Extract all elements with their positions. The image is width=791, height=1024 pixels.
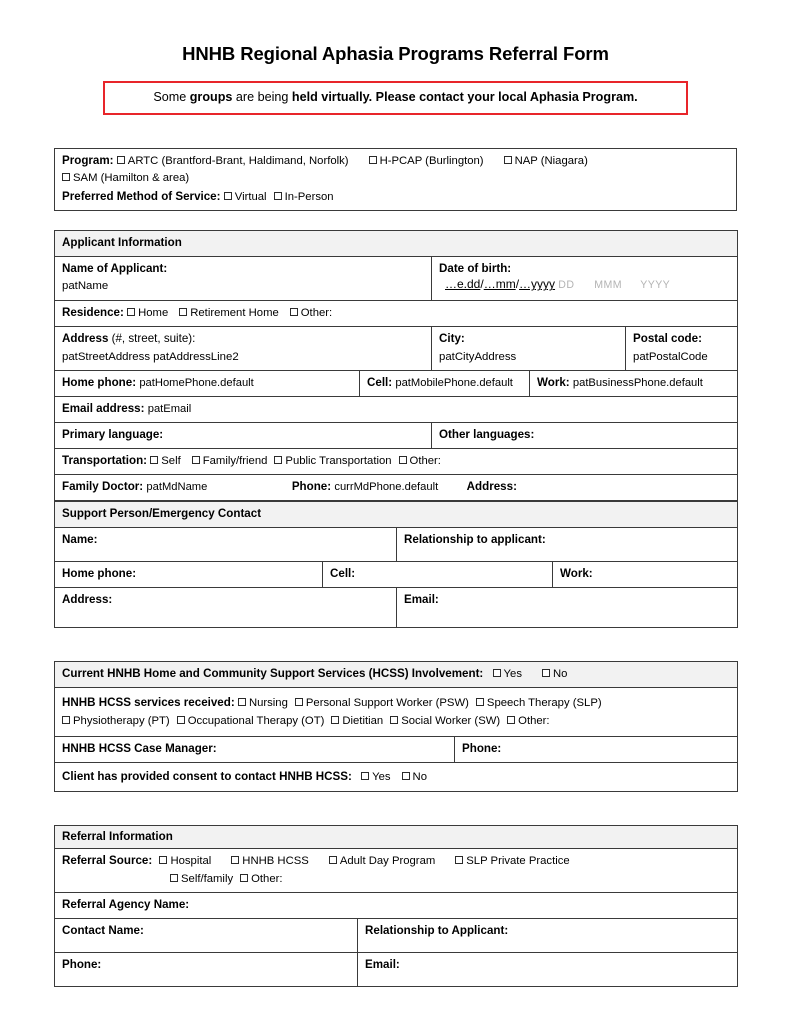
spacer-after-program	[0, 211, 791, 230]
referral-source-hospital[interactable]	[159, 854, 211, 869]
checkbox-icon[interactable]	[231, 856, 239, 864]
spacer-after-support	[0, 628, 791, 661]
checkbox-icon[interactable]	[369, 156, 377, 164]
program-label: Program:	[62, 154, 114, 168]
hcss-service-pt[interactable]	[62, 714, 170, 729]
method-option-virtual-label: Virtual	[234, 190, 267, 203]
md-address-label: Address:	[466, 480, 517, 494]
transportation-cell	[55, 449, 738, 475]
city-label: City:	[439, 332, 465, 346]
postal-code-cell[interactable]	[626, 327, 738, 371]
residence-label: Residence:	[62, 305, 124, 319]
checkbox-icon[interactable]	[62, 716, 70, 724]
email-label: Email address:	[62, 402, 145, 416]
dob-day-value: …e.dd	[445, 277, 481, 292]
applicant-name-dob-row	[55, 256, 738, 300]
applicant-name-cell[interactable]	[55, 256, 432, 300]
hcss-services-line-1	[62, 695, 730, 711]
support-name-cell[interactable]	[55, 528, 397, 562]
checkbox-icon[interactable]	[290, 308, 298, 316]
hcss-case-manager-label: HNHB HCSS Case Manager:	[62, 742, 217, 756]
method-option-inperson[interactable]	[274, 190, 334, 205]
checkbox-icon[interactable]	[274, 192, 282, 200]
applicant-section-title: Applicant Information	[55, 231, 738, 257]
referral-email-label: Email:	[365, 958, 400, 972]
hcss-case-manager-cell[interactable]	[55, 737, 455, 763]
residence-row	[55, 300, 738, 326]
md-phone-value: currMdPhone.default	[334, 481, 439, 494]
hcss-service-nursing[interactable]	[238, 696, 288, 711]
checkbox-icon[interactable]	[179, 308, 187, 316]
support-name-label: Name:	[62, 533, 98, 547]
dob-hint-row	[558, 279, 670, 291]
languages-row	[55, 423, 738, 449]
family-doctor-label: Family Doctor:	[62, 480, 144, 494]
checkbox-icon[interactable]	[295, 698, 303, 706]
referral-source-hnhb-hcss-label: HNHB HCSS	[242, 854, 309, 867]
program-option-artc-label: ARTC (Brantford-Brant, Haldimand, Norfolk)	[127, 155, 349, 168]
checkbox-icon[interactable]	[159, 856, 167, 864]
dob-year-value: …yyyy	[519, 277, 556, 292]
referral-source-other-label: Other:	[251, 873, 283, 886]
support-section-header-row	[55, 502, 738, 528]
banner-text-bold1: groups	[189, 90, 233, 105]
support-address-email-row	[55, 587, 738, 627]
dob-hint-dd: DD	[558, 279, 575, 292]
hcss-consent-option-no[interactable]	[402, 770, 427, 785]
checkbox-icon[interactable]	[504, 156, 512, 164]
referral-phone-cell[interactable]	[55, 953, 358, 987]
hcss-services-cell	[55, 687, 738, 737]
hcss-involvement-label: Current HNHB Home and Community Support Services (HCSS) Involvement:	[62, 666, 484, 680]
support-work-phone-label: Work:	[560, 567, 593, 581]
method-label: Preferred Method of Service:	[62, 189, 221, 203]
referral-source-slp-private-practice-label: SLP Private Practice	[466, 854, 570, 867]
residence-option-home[interactable]	[127, 306, 168, 321]
support-cell-phone-cell[interactable]	[323, 562, 553, 588]
dob-sep-2: /	[515, 277, 520, 292]
hcss-service-slp-label: Speech Therapy (SLP)	[486, 696, 602, 709]
transportation-option-public[interactable]	[274, 454, 391, 469]
method-of-service-row	[62, 189, 729, 205]
email-row	[55, 397, 738, 423]
referral-contact-row	[55, 919, 738, 953]
transportation-label: Transportation:	[62, 454, 148, 468]
hcss-consent-cell	[55, 763, 738, 792]
checkbox-icon[interactable]	[455, 856, 463, 864]
banner-text-part1: Some	[153, 90, 190, 105]
home-phone-value: patHomePhone.default	[139, 377, 254, 390]
support-work-phone-cell[interactable]	[553, 562, 738, 588]
referral-information-block	[54, 825, 738, 987]
checkbox-icon[interactable]	[493, 669, 501, 677]
spacer-after-hcss	[0, 792, 791, 825]
transportation-option-self[interactable]	[150, 454, 180, 469]
email-cell[interactable]	[55, 397, 738, 423]
hcss-service-dietitian[interactable]	[331, 714, 383, 729]
referral-email-cell[interactable]	[358, 953, 738, 987]
primary-language-label: Primary language:	[62, 428, 164, 442]
referral-source-adult-day-program-label: Adult Day Program	[339, 854, 436, 867]
hcss-service-pt-label: Physiotherapy (PT)	[73, 715, 170, 728]
checkbox-icon[interactable]	[399, 456, 407, 464]
dob-hint-mmm: MMM	[594, 279, 622, 292]
checkbox-icon[interactable]	[329, 856, 337, 864]
transportation-option-self-label: Self	[161, 455, 181, 468]
referral-source-hnhb-hcss[interactable]	[231, 854, 309, 869]
hcss-service-psw-label: Personal Support Worker (PSW)	[305, 696, 469, 709]
notice-banner-wrapper	[103, 81, 688, 115]
family-doctor-cell[interactable]	[55, 475, 738, 501]
hcss-services-line-2	[62, 713, 730, 729]
referral-source-slp-private-practice[interactable]	[455, 854, 569, 869]
support-cell-phone-label: Cell:	[330, 567, 356, 581]
referral-source-adult-day-program[interactable]	[329, 854, 435, 869]
hcss-involvement-no-label: No	[552, 667, 568, 680]
address-cell[interactable]	[55, 327, 432, 371]
referral-contact-name-cell[interactable]	[55, 919, 358, 953]
referral-source-line-1	[62, 853, 730, 869]
address-row	[55, 327, 738, 371]
other-languages-label: Other languages:	[439, 428, 535, 442]
hcss-consent-no-label: No	[412, 771, 427, 784]
referral-contact-name-label: Contact Name:	[62, 924, 144, 938]
checkbox-icon[interactable]	[331, 716, 339, 724]
checkbox-icon[interactable]	[177, 716, 185, 724]
referral-source-cell	[55, 848, 738, 893]
program-option-hpcap[interactable]	[369, 154, 484, 169]
support-relationship-label: Relationship to applicant:	[404, 533, 546, 547]
home-phone-cell[interactable]	[55, 371, 360, 397]
support-email-label: Email:	[404, 592, 439, 606]
cell-phone-value: patMobilePhone.default	[395, 377, 513, 390]
support-name-row	[55, 528, 738, 562]
virtual-notice-banner	[103, 81, 688, 115]
support-email-cell[interactable]	[397, 587, 738, 627]
hcss-service-ot-label: Occupational Therapy (OT)	[187, 715, 325, 728]
other-languages-cell[interactable]	[432, 423, 738, 449]
hcss-service-psw[interactable]	[295, 696, 469, 711]
method-option-inperson-label: In-Person	[284, 190, 334, 203]
hcss-consent-yes-label: Yes	[372, 771, 391, 784]
residence-option-retirement-home[interactable]	[179, 306, 279, 321]
cell-phone-label: Cell:	[367, 376, 393, 390]
support-home-phone-cell[interactable]	[55, 562, 323, 588]
checkbox-icon[interactable]	[238, 698, 246, 706]
checkbox-icon[interactable]	[62, 173, 70, 181]
support-home-phone-label: Home phone:	[62, 567, 137, 581]
checkbox-icon[interactable]	[170, 874, 178, 882]
applicant-dob-cell[interactable]	[432, 256, 738, 300]
hcss-case-manager-row	[55, 737, 738, 763]
dob-value-group	[445, 276, 670, 293]
hcss-involvement-header-row	[55, 661, 738, 687]
banner-text-part2: are being	[232, 90, 292, 105]
hcss-involvement-yes-label: Yes	[503, 667, 522, 680]
applicant-information-block	[54, 230, 738, 501]
referral-source-line-2	[62, 871, 730, 887]
home-phone-label: Home phone:	[62, 376, 137, 390]
referral-section-title: Referral Information	[55, 826, 738, 849]
referral-relationship-label: Relationship to Applicant:	[365, 924, 509, 938]
support-relationship-cell[interactable]	[397, 528, 738, 562]
referral-phone-label: Phone:	[62, 958, 102, 972]
support-section-title: Support Person/Emergency Contact	[55, 502, 738, 528]
email-value: patEmail	[147, 403, 192, 416]
hcss-involvement-option-no[interactable]	[542, 667, 567, 682]
residence-option-retirement-home-label: Retirement Home	[190, 306, 279, 319]
referral-source-row	[55, 848, 738, 893]
hcss-consent-option-yes[interactable]	[361, 770, 390, 785]
hcss-involvement-option-yes[interactable]	[493, 667, 522, 682]
checkbox-icon[interactable]	[274, 456, 282, 464]
checkbox-icon[interactable]	[224, 192, 232, 200]
work-phone-cell[interactable]	[530, 371, 738, 397]
family-doctor-row	[55, 475, 738, 501]
checkbox-icon[interactable]	[192, 456, 200, 464]
referral-source-other[interactable]	[240, 872, 282, 887]
dob-sep-1: /	[480, 277, 484, 292]
referral-source-self-family[interactable]	[170, 872, 233, 887]
hcss-consent-label: Client has provided consent to contact HNHB HCSS:	[62, 770, 352, 784]
support-address-cell[interactable]	[55, 587, 397, 627]
hcss-services-row	[55, 687, 738, 737]
address-value: patStreetAddress patAddressLine2	[62, 350, 239, 363]
checkbox-icon[interactable]	[127, 308, 135, 316]
dob-label: Date of birth:	[439, 261, 512, 275]
spacer-after-banner	[0, 115, 791, 148]
referral-agency-cell[interactable]	[55, 893, 738, 919]
referral-source-label: Referral Source:	[62, 853, 153, 867]
residence-option-other[interactable]	[290, 306, 332, 321]
address-label-detail: (#, street, suite):	[108, 332, 196, 346]
hcss-service-dietitian-label: Dietitian	[342, 715, 384, 728]
checkbox-icon[interactable]	[402, 772, 410, 780]
hcss-services-label: HNHB HCSS services received:	[62, 695, 235, 709]
referral-relationship-cell[interactable]	[358, 919, 738, 953]
hcss-service-other[interactable]	[507, 714, 549, 729]
postal-code-value: patPostalCode	[633, 350, 708, 363]
checkbox-icon[interactable]	[542, 669, 550, 677]
checkbox-icon[interactable]	[507, 716, 515, 724]
city-value: patCityAddress	[439, 350, 517, 363]
applicant-name-value: patName	[62, 280, 109, 293]
program-option-nap-label: NAP (Niagara)	[514, 155, 588, 168]
hcss-case-manager-phone-label: Phone:	[462, 742, 502, 756]
checkbox-icon[interactable]	[361, 772, 369, 780]
program-option-nap[interactable]	[504, 154, 588, 169]
applicant-phones-row	[55, 371, 738, 397]
family-doctor-value: patMdName	[146, 481, 208, 494]
referral-source-self-family-label: Self/family	[181, 873, 234, 886]
hcss-consent-row	[55, 763, 738, 792]
referral-phone-email-row	[55, 953, 738, 987]
postal-code-label: Postal code:	[633, 332, 702, 346]
hcss-service-nursing-label: Nursing	[248, 696, 288, 709]
checkbox-icon[interactable]	[390, 716, 398, 724]
transportation-option-public-label: Public Transportation	[285, 455, 392, 468]
applicant-name-label: Name of Applicant:	[62, 261, 168, 275]
residence-option-other-label: Other:	[300, 306, 333, 319]
program-row	[55, 149, 737, 211]
transportation-option-other[interactable]	[399, 454, 441, 469]
program-block	[54, 148, 737, 211]
referral-agency-label: Referral Agency Name:	[62, 898, 190, 912]
checkbox-icon[interactable]	[150, 456, 158, 464]
dob-value-row	[445, 277, 555, 291]
referral-agency-row	[55, 893, 738, 919]
hcss-case-manager-phone-cell[interactable]	[455, 737, 738, 763]
transportation-row	[55, 449, 738, 475]
program-option-artc[interactable]	[117, 154, 349, 169]
address-label: Address	[62, 332, 109, 346]
support-phones-row	[55, 562, 738, 588]
hcss-block	[54, 661, 738, 793]
referral-section-header-row	[55, 826, 738, 849]
support-address-label: Address:	[62, 592, 113, 606]
hcss-service-sw[interactable]	[390, 714, 500, 729]
program-cell	[55, 149, 737, 211]
hcss-service-sw-label: Social Worker (SW)	[401, 715, 501, 728]
dob-month-value: …mm	[483, 277, 516, 292]
residence-option-home-label: Home	[138, 306, 169, 319]
checkbox-icon[interactable]	[476, 698, 484, 706]
hcss-involvement-cell	[55, 661, 738, 687]
page-title: HNHB Regional Aphasia Programs Referral Form	[182, 43, 609, 64]
applicant-section-header-row	[55, 231, 738, 257]
dob-hint-yyyy: YYYY	[640, 279, 671, 292]
program-option-sam[interactable]	[62, 171, 189, 186]
method-option-virtual[interactable]	[224, 190, 267, 205]
program-option-hpcap-label: H-PCAP (Burlington)	[379, 155, 484, 168]
work-phone-label: Work:	[537, 376, 570, 390]
md-phone-label: Phone:	[291, 480, 332, 494]
hcss-service-slp[interactable]	[476, 696, 602, 711]
program-option-sam-label: SAM (Hamilton & area)	[73, 171, 190, 184]
city-cell[interactable]	[432, 327, 626, 371]
referral-source-hospital-label: Hospital	[170, 854, 212, 867]
support-person-block	[54, 501, 738, 627]
work-phone-value: patBusinessPhone.default	[572, 377, 703, 390]
residence-cell	[55, 300, 738, 326]
hcss-service-ot[interactable]	[177, 714, 325, 729]
hcss-service-other-label: Other:	[518, 715, 550, 728]
transportation-option-family-friend[interactable]	[192, 454, 268, 469]
banner-text-bold2: held virtually. Please contact your local Aphasia Program.	[291, 90, 638, 105]
checkbox-icon[interactable]	[240, 874, 248, 882]
checkbox-icon[interactable]	[117, 156, 125, 164]
transportation-option-other-label: Other:	[409, 455, 441, 468]
cell-phone-cell[interactable]	[360, 371, 530, 397]
primary-language-cell[interactable]	[55, 423, 432, 449]
transportation-option-family-friend-label: Family/friend	[202, 455, 268, 468]
